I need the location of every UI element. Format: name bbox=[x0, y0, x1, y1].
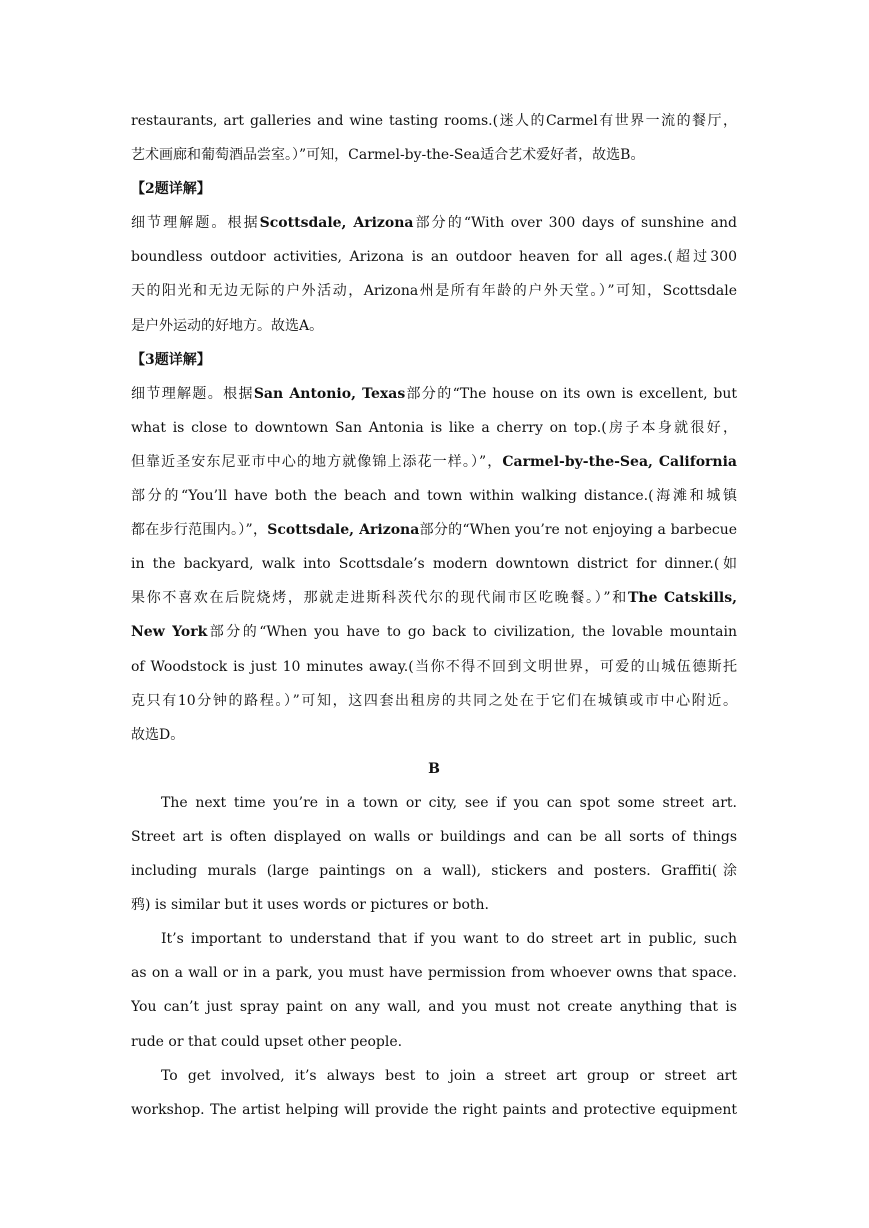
text-line bbox=[131, 377, 737, 411]
document-body bbox=[131, 104, 737, 1127]
text-segment: 部分的“The house on its own is excellent, but bbox=[405, 385, 737, 402]
text-segment: 果你不喜欢在后院烧烤，那就走进斯科茨代尔的现代闹市区吃晚餐。）”和 bbox=[131, 590, 628, 607]
text-line: To get involved, it’s always best to join a street art group or street art bbox=[161, 1067, 737, 1084]
bold-location-name: Scottsdale, Arizona bbox=[259, 215, 414, 232]
bold-location-name: Carmel-by-the-Sea, California bbox=[502, 453, 737, 470]
section-heading: B bbox=[428, 760, 440, 777]
text-line bbox=[131, 581, 737, 615]
bold-location-name: Scottsdale, Arizona bbox=[267, 522, 420, 539]
text-line bbox=[131, 513, 737, 547]
text-segment: 但靠近圣安东尼亚市中心的地方就像锦上添花一样。）”， bbox=[131, 453, 503, 470]
text-line: 鸦) is similar but it uses words or pictures or both. bbox=[131, 897, 489, 914]
text-line bbox=[131, 445, 737, 479]
text-line: rude or that could upset other people. bbox=[131, 1033, 403, 1050]
text-line: as on a wall or in a park, you must have permission from whoever owns that space. bbox=[131, 965, 737, 982]
text-line: what is close to downtown San Antonia is like a cherry on top.(房子本身就很好， bbox=[131, 419, 737, 436]
text-line: 是户外运动的好地方。故选A。 bbox=[131, 317, 324, 334]
text-line: restaurants, art galleries and wine tasting rooms.(迷人的Carmel有世界一流的餐厅， bbox=[131, 113, 737, 129]
text-line bbox=[131, 206, 737, 240]
text-line: The next time you’re in a town or city, see if you can spot some street art. bbox=[161, 794, 737, 811]
bold-location-name: San Antonio, Texas bbox=[253, 385, 406, 402]
text-line: boundless outdoor activities, Arizona is an outdoor heaven for all ages.(超过300 bbox=[131, 249, 737, 266]
text-segment: 部分的“With over 300 days of sunshine and bbox=[413, 215, 737, 232]
text-segment: 细节理解题。根据 bbox=[131, 385, 254, 402]
text-line: including murals (large paintings on a wall), stickers and posters. Graffiti(涂 bbox=[131, 863, 737, 880]
text-line: 艺术画廊和葡萄酒品尝室。）”可知，Carmel-by-the-Sea适合艺术爱好者，故选B。 bbox=[131, 147, 645, 164]
text-line bbox=[131, 615, 737, 649]
text-segment: 部分的“When you’re not enjoying a barbecue bbox=[419, 522, 737, 539]
text-line: 【2题详解】 bbox=[131, 181, 211, 198]
text-line: 故选D。 bbox=[131, 726, 185, 743]
text-line: of Woodstock is just 10 minutes away.(当你不得不回到文明世界，可爱的山城伍德斯托 bbox=[131, 658, 737, 675]
text-line: Street art is often displayed on walls or buildings and can be all sorts of things bbox=[131, 828, 737, 845]
text-segment: 部分的“When you have to go back to civilization, the lovable mountain bbox=[207, 624, 737, 641]
text-line: 天的阳光和无边无际的户外活动，Arizona州是所有年龄的户外天堂。）”可知，Scottsdale bbox=[131, 283, 737, 300]
text-segment: 细节理解题。根据 bbox=[131, 215, 260, 232]
text-line: workshop. The artist helping will provide the right paints and protective equipment bbox=[131, 1101, 737, 1118]
text-line: in the backyard, walk into Scottsdale’s modern downtown district for dinner.(如 bbox=[131, 556, 737, 573]
bold-location-name: New York bbox=[131, 624, 208, 641]
text-line: 克只有10分钟的路程。）”可知，这四套出租房的共同之处在于它们在城镇或市中心附近。 bbox=[131, 692, 737, 709]
text-line: You can’t just spray paint on any wall, and you must not create anything that is bbox=[131, 999, 737, 1016]
text-segment: 都在步行范围内。）”， bbox=[131, 522, 268, 539]
text-line: 部分的“You’ll have both the beach and town within walking distance.(海滩和城镇 bbox=[131, 488, 737, 505]
text-line: It’s important to understand that if you want to do street art in public, such bbox=[161, 931, 737, 948]
bold-location-name: The Catskills, bbox=[627, 590, 737, 607]
text-line: 【3题详解】 bbox=[131, 351, 211, 368]
